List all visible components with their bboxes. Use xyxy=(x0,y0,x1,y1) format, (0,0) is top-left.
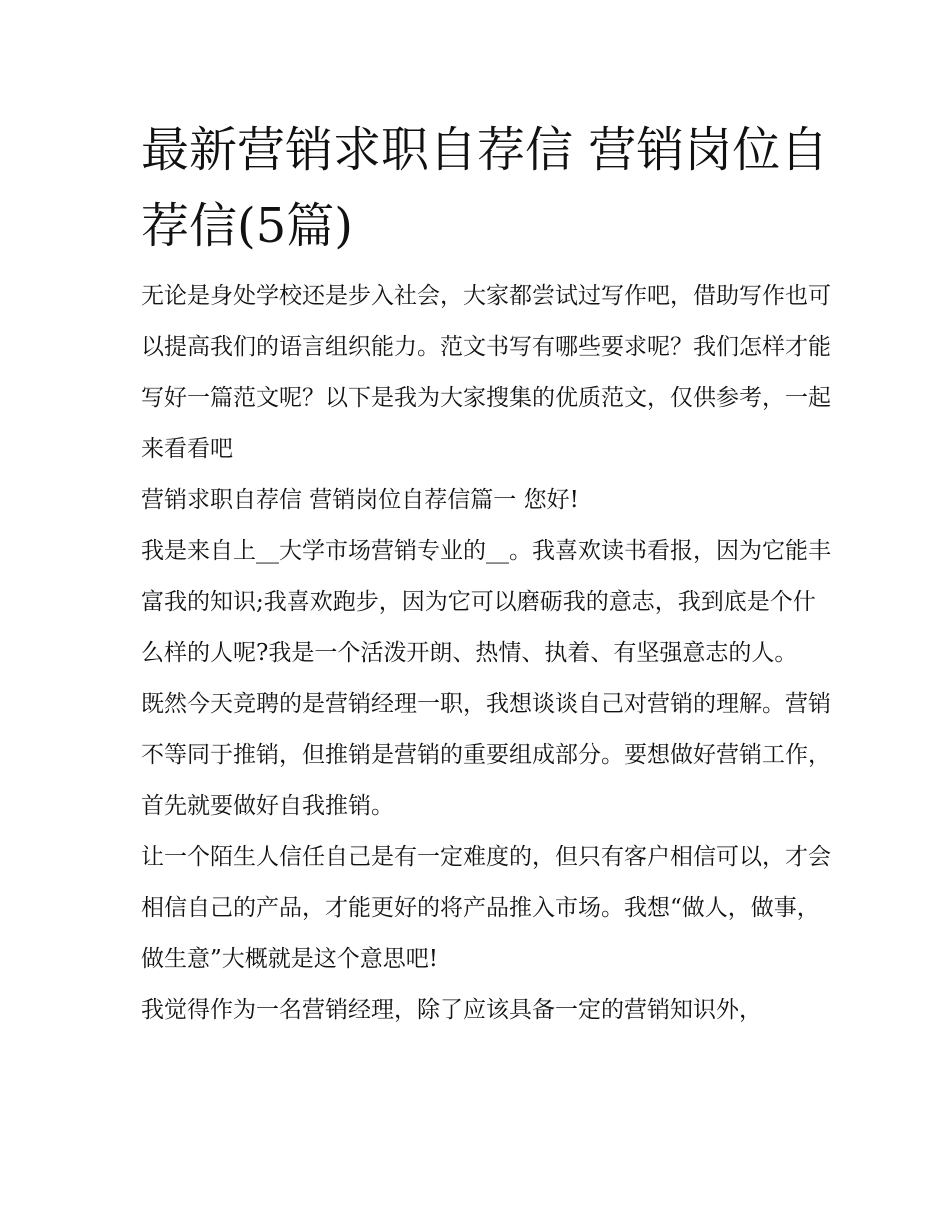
document-page xyxy=(141,112,831,1036)
paragraph-trust: 让一个陌生人信任自己是有一定难度的，但只有客户相信可以，才会相信自己的产品，才能更好的将产品推入市场。我想“做人，做事，做生意”大概就是这个意思吧! xyxy=(141,844,831,972)
paragraph-self-introduction: 我是来自上__大学市场营销专业的__。我喜欢读书看报，因为它能丰富我的知识;我喜欢跑步，因为它可以磨砺我的意志，我到底是个什么样的人呢?我是一个活泼开朗、热情、执着、有坚强意志的人。 xyxy=(141,538,831,666)
document-title: 最新营销求职自荐信 营销岗位自荐信(5篇) xyxy=(141,122,829,254)
paragraph-marketing-understanding: 既然今天竞聘的是营销经理一职，我想谈谈自己对营销的理解。营销不等同于推销，但推销是营销的重要组成部分。要想做好营销工作，首先就要做好自我推销。 xyxy=(141,691,831,819)
paragraph-section-heading: 营销求职自荐信 营销岗位自荐信篇一 您好! xyxy=(141,487,579,513)
document-body xyxy=(141,271,831,1036)
paragraph-manager-skills: 我觉得作为一名营销经理，除了应该具备一定的营销知识外， xyxy=(141,997,762,1023)
paragraph-intro: 无论是身处学校还是步入社会，大家都尝试过写作吧，借助写作也可以提高我们的语言组织能力。范文书写有哪些要求呢？我们怎样才能写好一篇范文呢？以下是我为大家搜集的优质范文，仅供参考，一起来看看吧 xyxy=(141,283,831,462)
